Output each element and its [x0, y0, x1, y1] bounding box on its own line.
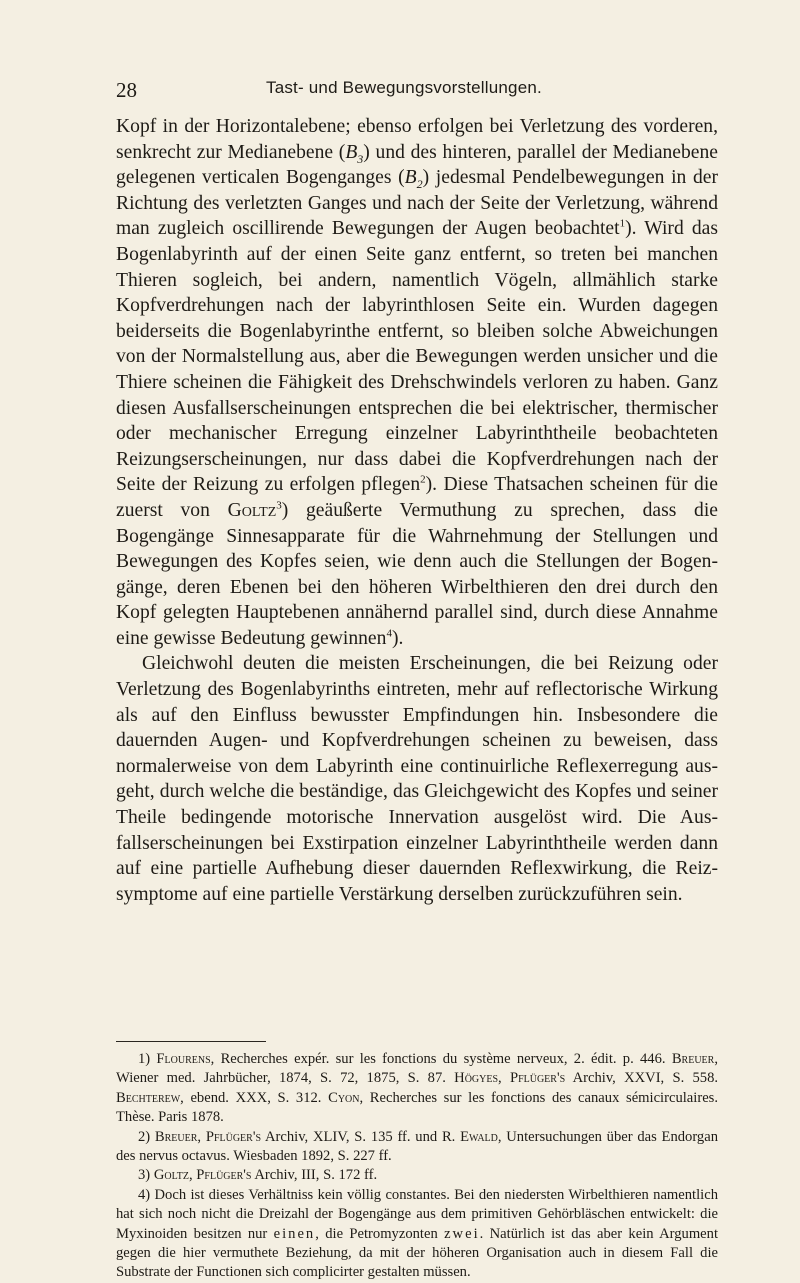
footnote-ref-3: 3 — [276, 499, 282, 512]
symbol-b3: $B_3$ — [345, 141, 364, 166]
text-run: ) geäußerte Vermuthung zu sprechen, dass die Bogengänge Sinnesapparate für die Wahrnehmung der Stellungen und Bewegungen des Kopfes seien, wie denn auch die Stellungen der Bogengänge, deren Ebenen bei den höheren Wirbelthieren den drei durch den Kopf gelegten Hauptebenen annähernd parallel sind, durch diese Annahme eine gewisse Bedeutung gewinnen — [116, 499, 718, 649]
paragraph-1 — [116, 114, 718, 651]
footnote-divider — [116, 1041, 266, 1042]
body-text — [116, 114, 718, 907]
footnote-3: 3) Goltz, Pflüger's Archiv, III, S. 172 ff. — [138, 1167, 378, 1184]
text-run: ) und des hinteren, parallel der Medianebene gelegenen verticalen Bogenganges ( — [116, 141, 718, 189]
text-run: ). Wird das Bogenlabyrinth auf der einen Seite ganz entfernt, so treten bei manchen Thieren sogleich, bei andern, namentlich Vögeln, allmählich starke Kopfverdrehungen nach der labyrinthlosen Seite ein. Wurden dagegen beiderseits die Bogenlabyrinthe entfernt, so bleiben solche Abweichungen von der Normalstellung aus, aber die Bewegungen werden unsicher und die Thiere scheinen die Fähigkeit des Drehschwindels verloren zu haben. Ganz diesen Ausfallserscheinungen entsprechen die bei elektrischer, thermischer oder mechanischer Erregung einzelner Labyrinththeile beobachteten Reizungserscheinungen, nur dass dabei die Kopfverdrehungen nach der Seite der Reizung zu erfolgen pflegen — [116, 218, 718, 496]
footnote-ref-4: 4 — [386, 627, 392, 640]
page-number: 28 — [116, 78, 137, 102]
footnote-ref-2: 2 — [420, 473, 426, 486]
paragraph-2: Gleichwohl deuten die meisten Erscheinungen, die bei Reizung oder Verletzung des Bogenlabyrinths eintreten, mehr auf reflectorische Wirkung als auf den Einfluss bewusster Empfindungen hin. Insbesondere die dauernden Augen- und Kopfverdrehungen scheinen zu beweisen, dass normalerweise von dem Labyrinth eine continuirliche Reflexerregung ausgeht, durch welche die beständige, das Gleichgewicht des Kopfes und seiner Theile bedingende motorische Innervation ausgelöst wird. Die Ausfallserscheinungen bei Exstirpation einzelner Labyrinththeile werden dann auf eine partielle Aufhebung dieser dauernden Reflexwirkung, die Reizsymptome auf eine partielle Verstärkung derselben zurückzuführen sein. — [116, 653, 718, 905]
footnote-ref-1: 1 — [619, 217, 626, 230]
text-run: ) jedesmal Pendelbewegungen in der Richtung des verletzten Ganges und nach der Seite der Verletzung, während man zugleich oscillirende Bewegungen der Augen beobachtet — [116, 167, 718, 240]
page-header — [116, 78, 716, 104]
footnotes — [116, 1050, 718, 1283]
footnote-4: 4) Doch ist dieses Verhältniss kein völlig constantes. Bei den niedersten Wirbelthieren namentlich hat sich noch nicht die Dreizahl der Bogengänge aus dem primitiven Gehörbläschen entwickelt: die Myxinoiden besitzen nur einen, die Petromyzonten zwei. Natürlich ist das aber kein Argument gegen die hier vermuthete Beziehung, da mit der höheren Organisation auch in diesem Fall die Substrate der Functionen sich complicirter gestalten müssen. — [116, 1186, 718, 1281]
running-title: Tast- und Bewegungsvorstellungen. — [266, 78, 542, 97]
text-run: Kopf in der Horizontalebene; ebenso erfolgen bei Verletzung des vorderen, senkrecht zur Medianebene ( — [116, 116, 718, 163]
footnote-2: 2) Breuer, Pflüger's Archiv, XLIV, S. 135 ff. und R. Ewald, Untersuchungen über das Endorgan des nervus octavus. Wiesbaden 1892, S. 227 ff. — [116, 1128, 719, 1165]
author-name: Goltz — [227, 499, 277, 521]
footnote-1: 1) Flourens, Recherches expér. sur les fonctions du système nerveux, 2. édit. p. 446. Breuer, Wiener med. Jahrbücher, 1874, S. 72, 1875, S. 87. Högyes, Pflüger's Archiv, XXVI, S. 558. Bechterew, ebend. XXX, S. 312. Cyon, Recherches sur les fonctions des canaux sémicirculaires. Thèse. Paris 1878. — [116, 1051, 719, 1126]
symbol-b2: $B_2$ — [404, 167, 423, 192]
text-run: ). — [391, 627, 404, 649]
text-run: ). Diese Thatsachen scheinen für die zuerst von — [116, 474, 718, 521]
